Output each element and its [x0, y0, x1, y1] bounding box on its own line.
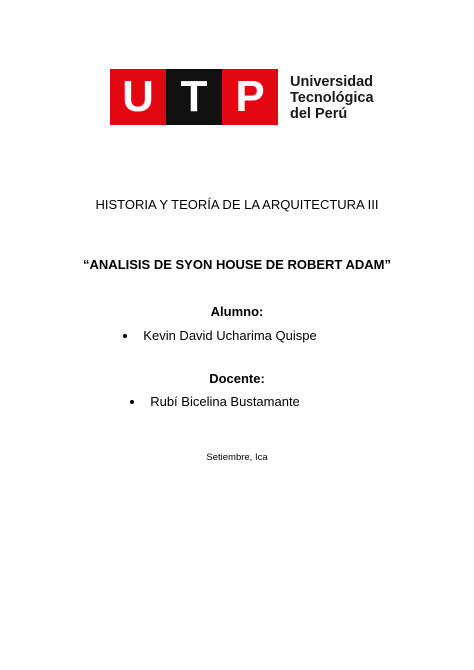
utp-logo: [110, 69, 372, 125]
logo-letter-t: T: [166, 69, 222, 125]
teacher-list-item: [0, 394, 452, 409]
document-title: “ANALISIS DE SYON HOUSE DE ROBERT ADAM”: [83, 257, 391, 272]
bullet-icon: [130, 400, 134, 404]
student-label: Alumno:: [210, 304, 264, 319]
logo-letter-u: U: [110, 69, 166, 125]
student-name: Kevin David Ucharima Quispe: [143, 328, 317, 343]
date-place: Setiembre, Ica: [206, 452, 268, 463]
bullet-icon: [123, 334, 127, 338]
logo-letter-p: P: [222, 69, 278, 125]
teacher-name: Rubí Bicelina Bustamante: [150, 394, 300, 409]
university-name-line-3: del Perú: [290, 106, 348, 122]
university-name-line-1: Universidad: [290, 74, 373, 90]
course-name: HISTORIA Y TEORÍA DE LA ARQUITECTURA III: [95, 197, 379, 212]
utp-logo-mark: [110, 69, 278, 125]
student-list-item: [0, 328, 457, 343]
teacher-label: Docente:: [209, 371, 265, 386]
university-name-line-2: Tecnológica: [290, 90, 374, 106]
university-name: [290, 74, 400, 122]
